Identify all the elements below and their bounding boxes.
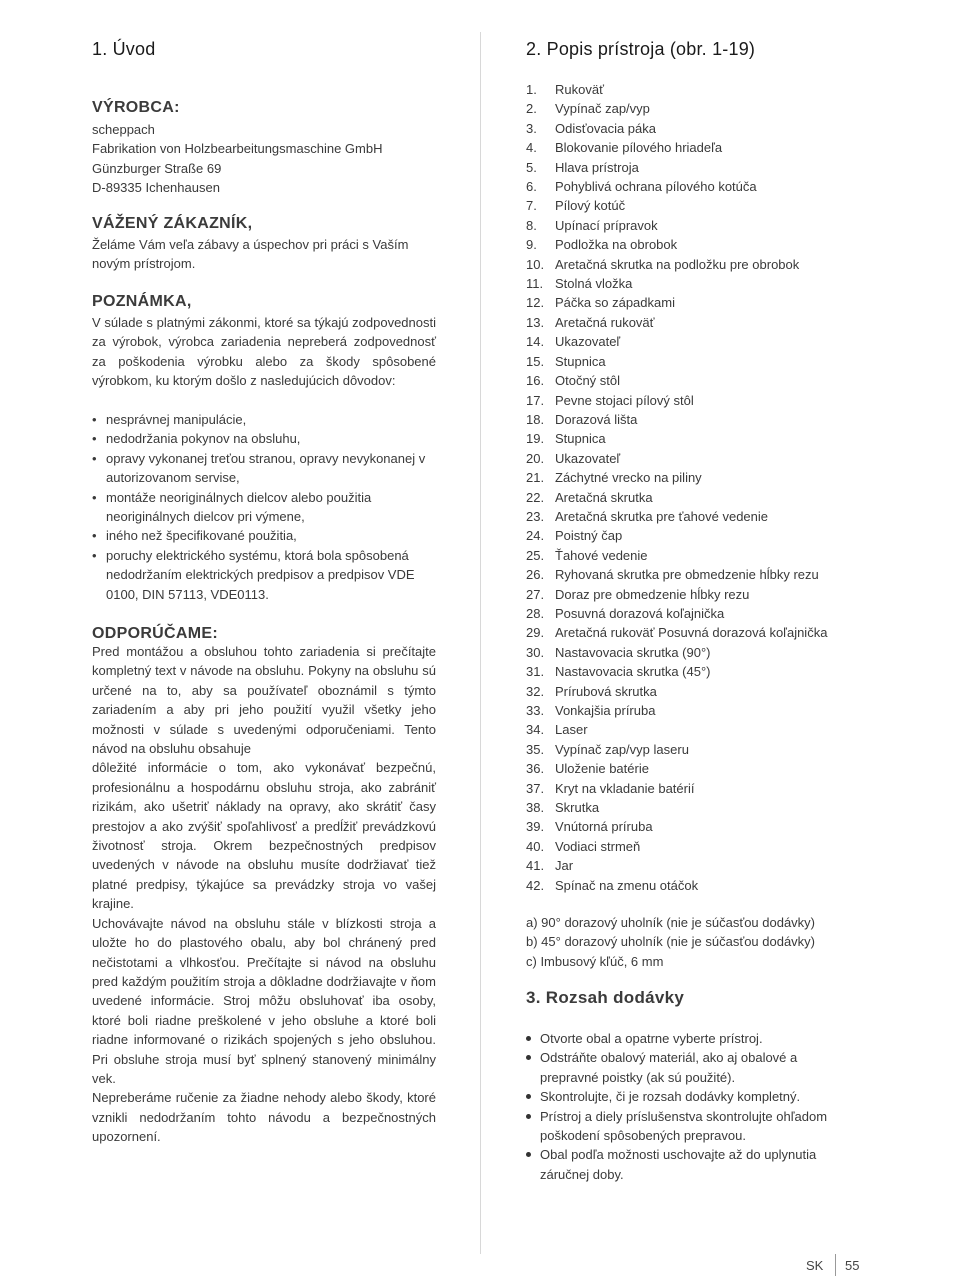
part-number: 9. <box>526 237 537 253</box>
accessory-item: c) Imbusový kľúč, 6 mm <box>526 953 664 969</box>
part-label: Hlava prístroja <box>555 159 639 175</box>
part-item <box>526 235 870 254</box>
part-number: 28. <box>526 605 545 621</box>
part-item <box>526 391 870 410</box>
part-label: Upínací prípravok <box>555 217 658 233</box>
part-label: Vypínač zap/vyp laseru <box>555 741 689 757</box>
part-number: 2. <box>526 101 537 117</box>
part-label: Nastavovacia skrutka (45°) <box>555 664 711 680</box>
note-text: V súlade s platnými zákonmi, ktoré sa týkajú zodpovednosti za výrobok, výrobca zariadenia nepreberá zodpovednosť za poškodenia výrobku alebo za škody spôsobené výrobkom, ku ktorým došlo z nasledujúcich dôvodov: <box>92 315 436 389</box>
note-bullet-list <box>92 410 436 604</box>
part-item <box>526 488 870 507</box>
footer-separator <box>835 1254 836 1276</box>
part-number: 23. <box>526 508 545 524</box>
part-label: Pohyblivá ochrana pílového kotúča <box>555 179 757 195</box>
part-item <box>526 740 870 759</box>
manufacturer-line: Fabrikation von Holzbearbeitungsmaschine GmbH <box>92 141 383 157</box>
part-label: Poistný čap <box>555 528 623 544</box>
parts-list <box>526 80 870 895</box>
footer-language: SK <box>806 1258 824 1273</box>
page-number: 55 <box>845 1258 860 1273</box>
part-item <box>526 177 870 196</box>
part-label: Ukazovateľ <box>555 334 621 350</box>
part-label: Podložka na obrobok <box>555 237 678 253</box>
part-item <box>526 138 870 157</box>
part-item <box>526 332 870 351</box>
recommend-paragraph: Uchovávajte návod na obsluhu stále v blízkosti stroja a uložte ho do plastového obalu, aby bol chránený pred nečistotami a vlhkosťou. Prečítajte si návod na obsluhu pred každým použitím stroja a dôkladne dodržiavajte v ňom uvedené informácie. Stroj môžu obsluhovať iba osoby, ktoré boli riadne preškolené v jeho obsluhe a ktoré boli riadne informované o rizikách spojených s jeho obsluhou. Pri obsluhe stroja musí byť splnený stanovený minimálny vek. <box>92 915 436 1086</box>
part-item <box>526 876 870 895</box>
part-number: 38. <box>526 800 545 816</box>
part-item <box>526 526 870 545</box>
part-number: 5. <box>526 159 537 175</box>
part-number: 36. <box>526 761 545 777</box>
part-item <box>526 662 870 681</box>
part-item <box>526 701 870 720</box>
delivery-item: Skontrolujte, či je rozsah dodávky kompletný. <box>526 1087 856 1106</box>
section-title-description: 2. Popis prístroja (obr. 1-19) <box>526 39 756 59</box>
part-item <box>526 313 870 332</box>
part-item <box>526 585 870 604</box>
part-item <box>526 216 870 235</box>
part-label: Vypínač zap/vyp <box>555 101 650 117</box>
part-number: 34. <box>526 722 545 738</box>
recommend-paragraph: Nepreberáme ručenie za žiadne nehody alebo škody, ktoré vznikli nedodržaním tohto návodu a bezpečnostných upozornení. <box>92 1090 436 1145</box>
part-number: 30. <box>526 644 545 660</box>
part-number: 24. <box>526 528 545 544</box>
delivery-item: Odstráňte obalový materiál, ako aj obalové a prepravné poistky (ak sú použité). <box>526 1048 856 1087</box>
part-label: Záchytné vrecko na piliny <box>555 470 702 486</box>
part-label: Doraz pre obmedzenie hĺbky rezu <box>555 586 750 602</box>
part-number: 33. <box>526 703 545 718</box>
part-number: 12. <box>526 295 545 311</box>
part-item <box>526 468 870 487</box>
part-number: 8. <box>526 217 537 233</box>
part-number: 26. <box>526 567 545 583</box>
part-number: 39. <box>526 819 545 835</box>
part-label: Vonkajšia príruba <box>555 703 656 718</box>
part-number: 1. <box>526 82 537 97</box>
part-label: Stolná vložka <box>555 276 633 292</box>
part-item <box>526 507 870 526</box>
part-item <box>526 449 870 468</box>
part-number: 42. <box>526 877 545 893</box>
recommend-paragraph: Pred montážou a obsluhou tohto zariadenia si prečítajte kompletný text v návode na obsluhu. Pokyny na obsluhu sú určené na to, aby sa používateľ oboznámil s týmto zariadením a aby pri jeho použití využil všetky jeho možnosti v súlade s uvedenými odporučeniami. Tento návod na obsluhu obsahuje <box>92 644 436 757</box>
part-number: 7. <box>526 198 537 214</box>
accessory-item: a) 90° dorazový uholník (nie je súčasťou dodávky) <box>526 915 816 930</box>
part-item <box>526 371 870 390</box>
part-label: Posuvná dorazová koľajnička <box>555 605 725 621</box>
part-label: Páčka so západkami <box>555 295 675 311</box>
section-title-intro: 1. Úvod <box>92 39 156 59</box>
part-item <box>526 546 870 565</box>
accessories-list <box>526 913 870 971</box>
part-item <box>526 274 870 293</box>
part-label: Spínač na zmenu otáčok <box>555 877 699 893</box>
part-item <box>526 798 870 817</box>
part-item <box>526 682 870 701</box>
note-bullet: • opravy vykonanej treťou stranou, opravy nevykonanej v autorizovanom servise, <box>92 449 436 488</box>
part-label: Stupnica <box>555 353 606 369</box>
part-item <box>526 643 870 662</box>
part-number: 21. <box>526 470 545 486</box>
part-label: Uloženie batérie <box>555 761 649 777</box>
part-number: 32. <box>526 683 545 699</box>
part-label: Vnútorná príruba <box>555 819 653 835</box>
part-number: 35. <box>526 741 545 757</box>
accessory-item: b) 45° dorazový uholník (nie je súčasťou dodávky) <box>526 934 816 950</box>
note-bullet: • nedodržania pokynov na obsluhu, <box>92 429 436 448</box>
part-item <box>526 720 870 739</box>
part-number: 11. <box>526 276 544 292</box>
note-heading: POZNÁMKA, <box>92 293 192 310</box>
recommend-paragraph: dôležité informácie o tom, ako vykonávať bezpečnú, profesionálnu a hospodárnu obsluhu stroja, ako zabrániť rizikám, ako ušetriť náklady na opravy, ako skrátiť časy prestojov a ako zvýšiť spoľahlivosť a predĺžiť prevádzkovú životnosť stroja. Okrem bezpečnostných predpisov uvedených v návode na obsluhu musíte dodržiavať tiež platné predpisy, týkajúce sa prevádzky stroja vo vašej krajine. <box>92 760 436 912</box>
part-label: Jar <box>555 858 574 874</box>
part-item <box>526 410 870 429</box>
part-item <box>526 99 870 118</box>
note-bullet: • montáže neoriginálnych dielcov alebo použitia neoriginálnych dielcov pri výmene, <box>92 488 436 527</box>
part-number: 15. <box>526 353 545 369</box>
part-number: 40. <box>526 838 545 854</box>
part-number: 37. <box>526 780 545 796</box>
part-number: 29. <box>526 625 545 641</box>
part-label: Ukazovateľ <box>555 450 621 466</box>
part-label: Dorazová lišta <box>555 411 638 427</box>
part-item <box>526 255 870 274</box>
part-number: 22. <box>526 489 545 505</box>
part-item <box>526 565 870 584</box>
note-bullet: • iného než špecifikované použitia, <box>92 526 436 545</box>
part-item <box>526 837 870 856</box>
part-item <box>526 119 870 138</box>
part-number: 20. <box>526 450 545 466</box>
customer-text: Želáme Vám veľa zábavy a úspechov pri práci s Vaším novým prístrojom. <box>92 237 409 272</box>
part-label: Vodiaci strmeň <box>555 838 641 854</box>
part-number: 4. <box>526 140 537 156</box>
manufacturer-line: Günzburger Straße 69 <box>92 160 222 176</box>
part-label: Nastavovacia skrutka (90°) <box>555 644 711 660</box>
part-number: 3. <box>526 120 537 136</box>
part-label: Pevne stojaci pílový stôl <box>555 392 694 408</box>
part-label: Pílový kotúč <box>555 198 626 214</box>
part-item <box>526 623 870 642</box>
part-item <box>526 856 870 875</box>
part-label: Rukoväť <box>555 82 604 97</box>
part-label: Stupnica <box>555 431 606 447</box>
delivery-item: Otvorte obal a opatrne vyberte prístroj. <box>526 1029 856 1048</box>
part-item <box>526 293 870 312</box>
part-number: 16. <box>526 373 545 389</box>
part-label: Ryhovaná skrutka pre obmedzenie hĺbky rezu <box>555 567 819 583</box>
section-title-delivery: 3. Rozsah dodávky <box>526 988 685 1007</box>
part-number: 41. <box>526 858 545 874</box>
delivery-item: Obal podľa možnosti uschovajte až do uplynutia záručnej doby. <box>526 1145 856 1184</box>
part-label: Ťahové vedenie <box>555 547 648 563</box>
part-label: Blokovanie pílového hriadeľa <box>555 140 723 156</box>
part-item <box>526 196 870 215</box>
part-label: Aretačná skrutka <box>555 489 653 505</box>
part-number: 14. <box>526 334 545 350</box>
recommend-heading: ODPORÚČAME: <box>92 625 218 642</box>
part-item <box>526 80 870 99</box>
part-number: 10. <box>526 256 545 272</box>
note-bullet: • poruchy elektrického systému, ktorá bola spôsobená nedodržaním elektrických predpisov a predpisov VDE 0100, DIN 57113, VDE0113. <box>92 546 436 604</box>
recommend-text <box>92 642 436 1147</box>
part-number: 6. <box>526 179 537 195</box>
part-number: 31. <box>526 664 545 680</box>
part-label: Prírubová skrutka <box>555 683 657 699</box>
part-label: Kryt na vkladanie batérií <box>555 780 695 796</box>
column-divider <box>480 32 481 1254</box>
part-item <box>526 759 870 778</box>
manufacturer-heading: VÝROBCA: <box>92 99 180 116</box>
part-number: 27. <box>526 586 545 602</box>
part-item <box>526 779 870 798</box>
part-item <box>526 429 870 448</box>
part-item <box>526 817 870 836</box>
part-item <box>526 352 870 371</box>
part-label: Odisťovacia páka <box>555 120 656 136</box>
part-number: 18. <box>526 411 545 427</box>
delivery-item: Prístroj a diely príslušenstva skontrolujte ohľadom poškodení spôsobených prepravou. <box>526 1107 856 1146</box>
manufacturer-address <box>92 120 382 198</box>
part-item <box>526 604 870 623</box>
part-label: Skrutka <box>555 800 600 816</box>
manufacturer-line: scheppach <box>92 122 155 137</box>
part-number: 17. <box>526 392 545 408</box>
delivery-list <box>526 1029 856 1184</box>
part-number: 25. <box>526 547 545 563</box>
part-number: 19. <box>526 431 545 447</box>
part-label: Otočný stôl <box>555 373 621 389</box>
part-label: Aretačná rukoväť Posuvná dorazová koľajnička <box>555 625 828 641</box>
part-label: Laser <box>555 722 588 738</box>
manufacturer-line: D-89335 Ichenhausen <box>92 180 220 196</box>
customer-heading: VÁŽENÝ ZÁKAZNÍK, <box>92 215 253 232</box>
part-label: Aretačná skrutka na podložku pre obrobok <box>555 256 800 272</box>
note-bullet: • nesprávnej manipulácie, <box>92 410 436 429</box>
part-number: 13. <box>526 314 545 330</box>
part-label: Aretačná rukoväť <box>555 314 655 330</box>
part-item <box>526 158 870 177</box>
part-label: Aretačná skrutka pre ťahové vedenie <box>555 508 769 524</box>
